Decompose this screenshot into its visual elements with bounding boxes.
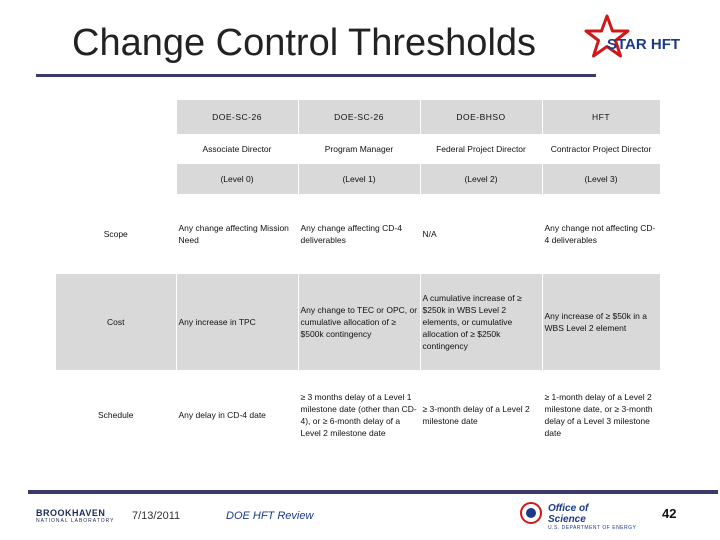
footer-date: 7/13/2011 <box>132 510 181 522</box>
table-cell: Any increase in TPC <box>176 274 298 370</box>
footer-divider <box>28 490 718 494</box>
table-cell: N/A <box>420 194 542 274</box>
table-cell: Any change affecting CD-4 deliverables <box>298 194 420 274</box>
page-number: 42 <box>662 506 677 521</box>
column-header: DOE-SC-26 <box>176 100 298 134</box>
table-cell: ≥ 1-month delay of a Level 2 milestone date, or ≥ 3-month delay of a Level 3 milestone date <box>542 370 660 460</box>
brookhaven-logo-subtext: NATIONAL LABORATORY <box>36 518 115 524</box>
table-cell: Any change affecting Mission Need <box>176 194 298 274</box>
office-of-science-logo-text: Science <box>548 514 586 525</box>
table-cell: ≥ 3-month delay of a Level 2 milestone date <box>420 370 542 460</box>
thresholds-table <box>56 100 661 460</box>
brand-logo-text: STAR HFT <box>607 36 681 53</box>
table-cell: A cumulative increase of ≥ $250k in WBS Level 2 elements, or cumulative allocation of ≥ $250k contingency <box>420 274 542 370</box>
office-of-science-logo-text: Office of <box>548 503 589 514</box>
row-label: Scope <box>56 194 176 274</box>
role-cell: Contractor Project Director <box>542 134 660 164</box>
level-cell: (Level 3) <box>542 164 660 194</box>
role-cell: Federal Project Director <box>420 134 542 164</box>
office-of-science-logo-icon <box>520 502 542 524</box>
column-header: DOE-SC-26 <box>298 100 420 134</box>
office-of-science-logo-subtext: U.S. DEPARTMENT OF ENERGY <box>548 525 637 531</box>
level-cell: (Level 2) <box>420 164 542 194</box>
page-title: Change Control Thresholds <box>72 22 537 64</box>
table-header-row <box>56 100 660 134</box>
role-cell: Program Manager <box>298 134 420 164</box>
table-row <box>56 194 660 274</box>
column-header: HFT <box>542 100 660 134</box>
title-divider <box>36 74 596 77</box>
role-cell: Associate Director <box>176 134 298 164</box>
table-cell: Any change to TEC or OPC, or cumulative allocation of ≥ $500k contingency <box>298 274 420 370</box>
column-header: DOE-BHSO <box>420 100 542 134</box>
table-row <box>56 370 660 460</box>
table-row <box>56 274 660 370</box>
table-cell: Any change not affecting CD-4 deliverables <box>542 194 660 274</box>
level-cell: (Level 0) <box>176 164 298 194</box>
table-corner <box>56 100 176 134</box>
levels-row <box>56 164 660 194</box>
brookhaven-logo-text: BROOKHAVEN <box>36 508 106 518</box>
row-label: Schedule <box>56 370 176 460</box>
level-cell: (Level 1) <box>298 164 420 194</box>
table-cell: Any increase of ≥ $50k in a WBS Level 2 element <box>542 274 660 370</box>
roles-row <box>56 134 660 164</box>
table-cell: ≥ 3 months delay of a Level 1 milestone date (other than CD-4), or ≥ 6-month delay of a Level 2 milestone date <box>298 370 420 460</box>
table-cell: Any delay in CD-4 date <box>176 370 298 460</box>
row-label: Cost <box>56 274 176 370</box>
footer-presentation-title: DOE HFT Review <box>226 510 314 522</box>
